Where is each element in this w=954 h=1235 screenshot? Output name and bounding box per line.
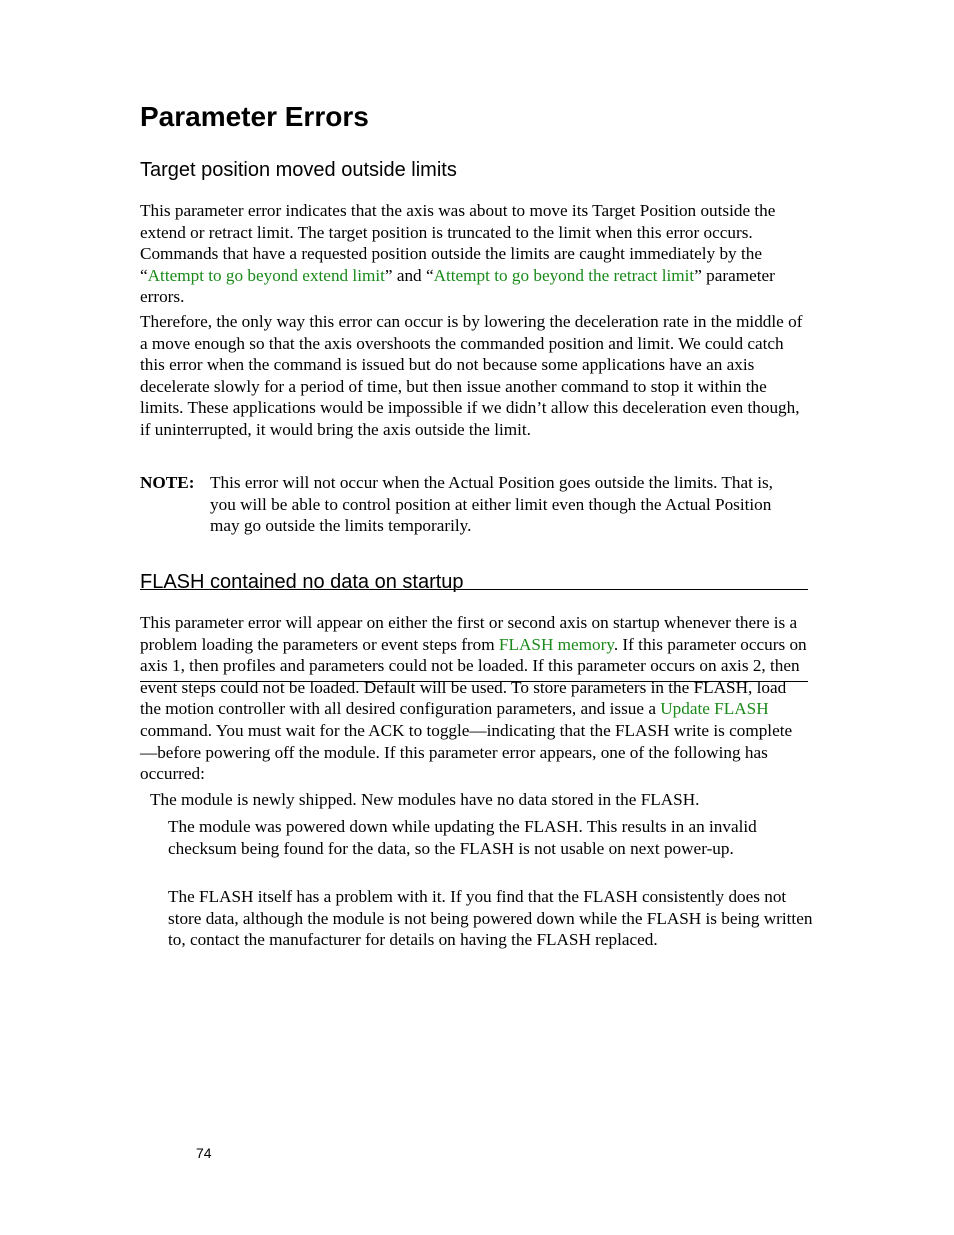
section1-paragraph-1 xyxy=(140,200,815,308)
heading-rule xyxy=(140,589,808,590)
section1-paragraph-2: Therefore, the only way this error can occur is by lowering the deceleration rate in the middle of a move enough so that the axis overshoots the commanded position and limit. We could catch this error when the command is issued but do not because some applications have an axis decelerate slowly for a period of time, but then issue another command to stop it within the limits. These applications would be impossible if we didn’t allow this deceleration even though, if uninterrupted, it would bring the axis outside the limit. xyxy=(140,312,803,439)
paragraph-text: command. You must wait for the ACK to toggle—indicating that the FLASH write is complete—before powering off the module. If this parameter error appears, one of the following has occurred: xyxy=(140,720,793,784)
page-title: Parameter Errors xyxy=(140,101,369,132)
paragraph-text: ” parameter errors. xyxy=(140,265,775,307)
list-item-3: The FLASH itself has a problem with it. If you find that the FLASH consistently does not store data, although the module is not being powered down while the FLASH is being written to, contact the manufacturer for details on having the FLASH replaced. xyxy=(168,887,813,950)
section-heading-target-position: Target position moved outside limits xyxy=(140,159,457,181)
link-flash-memory[interactable]: FLASH memory xyxy=(498,634,614,654)
list-item-2: The module was powered down while updating the FLASH. This results in an invalid checksum being found for the data, so the FLASH is not usable on next power-up. xyxy=(168,817,757,858)
page-number: 74 xyxy=(196,1145,212,1161)
link-extend-limit[interactable]: Attempt to go beyond extend limit xyxy=(147,265,385,285)
link-retract-limit[interactable]: Attempt to go beyond the retract limit xyxy=(433,265,695,285)
strike-rule xyxy=(140,681,808,682)
section2-paragraph-1 xyxy=(140,612,808,785)
paragraph-text: This parameter error indicates that the axis was about to move its Target Position outside the extend or retract limit. The target position is truncated to the limit when this error occurs. Commands that have a requested position outside the limits are caught immediately by the “ xyxy=(140,201,776,285)
note-text: This error will not occur when the Actual Position goes outside the limits. That is, you will be able to control position at either limit even though the Actual Position may go outside the limits temporarily. xyxy=(210,473,773,536)
paragraph-text: This parameter error will appear on either the first or second axis on startup whenever there is a problem loading the parameters or event steps from xyxy=(140,613,798,654)
paragraph-text: ” and “ xyxy=(384,265,434,285)
note-label: NOTE: xyxy=(140,473,195,492)
list-item-1: The module is newly shipped. New modules have no data stored in the FLASH. xyxy=(150,790,700,809)
link-update-flash[interactable]: Update FLASH xyxy=(660,699,769,719)
paragraph-text: . If this parameter occurs on axis 1, then profiles and parameters could not be loaded. If this parameter occurs on axis 2, then event steps could not be loaded. Default will be used. To store parameters in the FLASH, load the motion controller with all desired configuration parameters, and issue a xyxy=(140,634,807,719)
section-heading-flash-no-data: FLASH contained no data on startup xyxy=(140,571,464,593)
